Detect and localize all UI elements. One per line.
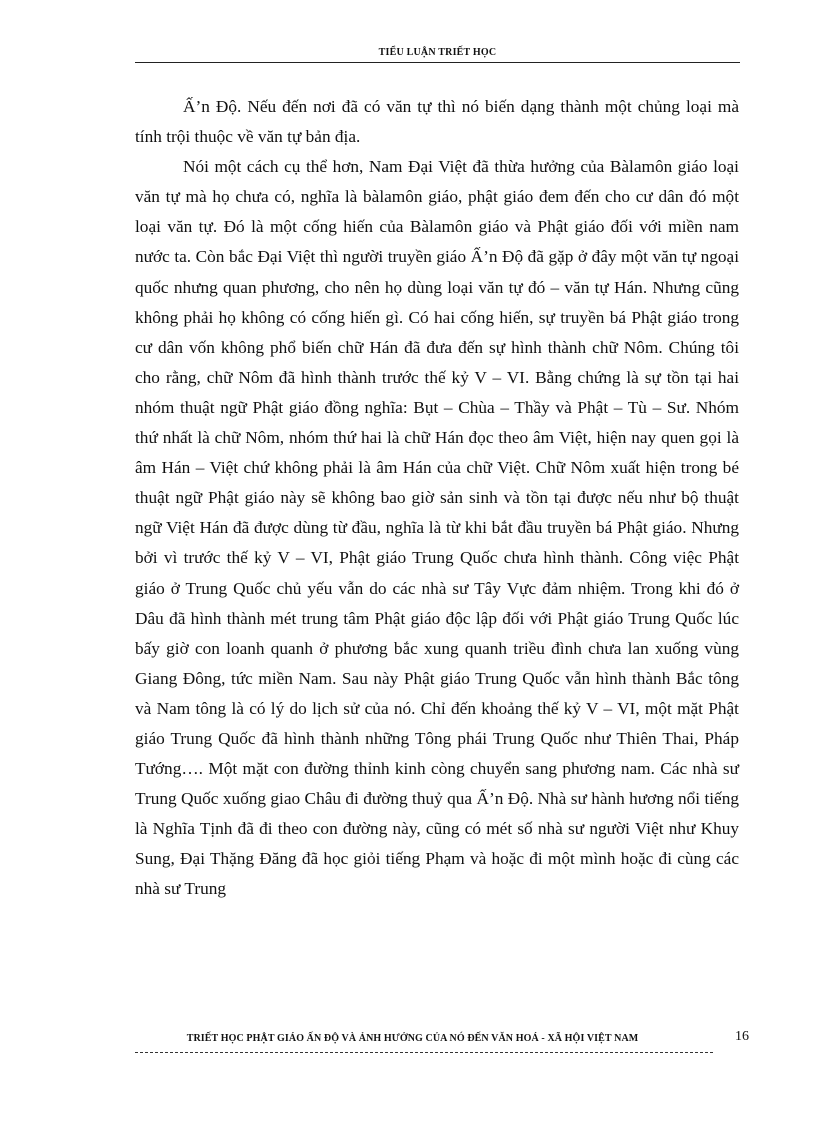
body-paragraph: Nói một cách cụ thể hơn, Nam Đại Việt đã thừa hưởng của Bàlamôn giáo loại văn tự mà họ chưa có, nghĩa là bàlamôn giáo, phật giáo đem đến cho cư dân đó một loại văn tự. Đó là một cống hiến của Bàlamôn giáo và Phật giáo đối với miền nam nước ta. Còn bắc Đại Việt thì người truyền giáo Ấ’n Độ đã gặp ở đây một văn tự ngoại quốc nhưng quan phương, cho nên họ dùng loại văn tự đó – văn tự Hán. Nhưng cũng không phải họ không có cống hiến gì. Có hai cống hiến, sự truyền bá Phật giáo trong cư dân vốn không phổ biến chữ Hán đã đưa đến sự hình thành chữ Nôm. Chúng tôi cho rằng, chữ Nôm đã hình thành trước thế kỷ V – VI. Bằng chứng là sự tồn tại hai nhóm thuật ngữ Phật giáo đồng nghĩa: Bụt – Chùa – Thầy và Phật – Tù – Sư. Nhóm thứ nhất là chữ Nôm, nhóm thứ hai là chữ Hán đọc theo âm Việt, hiện nay quen gọi là âm Hán – Việt chứ không phải là âm Hán của chữ Việt. Chữ Nôm xuất hiện trong bé thuật ngữ Phật giáo này sẽ không bao giờ sản sinh và tồn tại được nếu như bộ thuật ngữ Việt Hán đã được dùng từ đầu, nghĩa là từ khi bắt đầu truyền bá Phật giáo. Nhưng bởi vì trước thế kỷ V – VI, Phật giáo Trung Quốc chưa hình thành. Công việc Phật giáo ở Trung Quốc chủ yếu vẫn do các nhà sư Tây Vực đảm nhiệm. Trong khi đó ở Dâu đã hình thành mét trung tâm Phật giáo độc lập đối với Phật giáo Trung Quốc lúc bấy giờ con loanh quanh ở phương bắc xung quanh triều đình chưa lan xuống vùng Giang Đông, tức miền Nam. Sau này Phật giáo Trung Quốc vẫn hình thành Bắc tông và Nam tông là có lý do lịch sử của nó. Chỉ đến khoảng thế kỷ V – VI, một mặt Phật giáo Trung Quốc đã hình thành những Tông phái Trung Quốc như Thiên Thai, Pháp Tướng…. Một mặt con đường thỉnh kinh còng chuyển sang phương nam. Các nhà sư Trung Quốc xuống giao Châu đi đường thuỷ qua Ấ’n Độ. Nhà sư hành hương nổi tiếng là Nghĩa Tịnh đã đi theo con đường này, cũng có mét số nhà sư người Việt như Khuy Sung, Đại Thặng Đăng đã học giỏi tiếng Phạm và hoặc đi một mình hoặc đi cùng các nhà sư Trung [135,157,739,899]
header-divider [135,62,740,63]
page-number: 16 [735,1029,749,1044]
body-paragraph: Ấ’n Độ. Nếu đến nơi đã có văn tự thì nó biến dạng thành một chủng loại mà tính trội thuộc về văn tự bản địa. [135,97,739,147]
running-footer-title: TRIẾT HỌC PHẬT GIÁO ẤN ĐỘ VÀ ẢNH HƯỞNG CỦA NÓ ĐẾN VĂN HOÁ - XÃ HỘI VIỆT NAM [186,1033,639,1044]
running-header-title: TIỂU LUẬN TRIẾT HỌC [378,47,497,58]
document-body [135,92,739,905]
footer-divider [135,1052,713,1053]
